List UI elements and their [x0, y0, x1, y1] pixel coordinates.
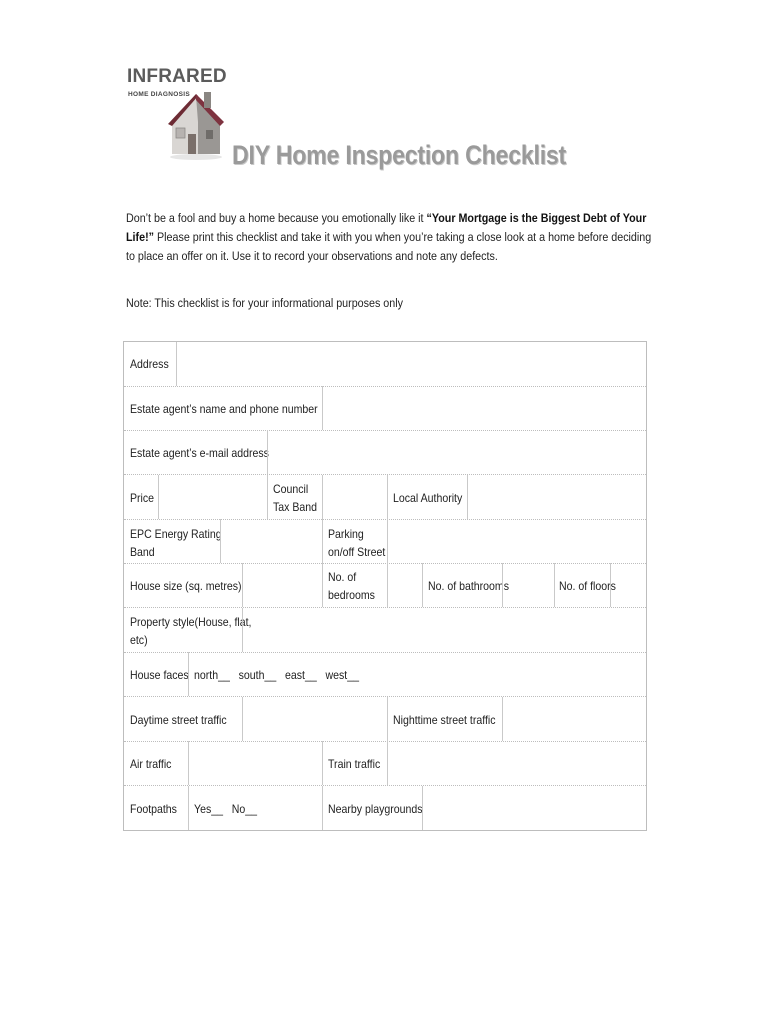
local-authority-label: Local Authority — [393, 491, 463, 505]
agent-name-label: Estate agent’s name and phone number — [130, 402, 318, 416]
divider — [387, 475, 388, 519]
form-row-agent-email — [124, 430, 646, 475]
divider — [220, 519, 221, 563]
divider — [322, 563, 323, 607]
intro-text-end: Please print this checklist and take it with you when you’re taking a close look at a home before deciding to place an offer on it. Use it to record your observations and note any defects. — [126, 230, 652, 263]
divider — [158, 475, 159, 519]
divider — [188, 741, 189, 785]
divider — [322, 386, 323, 430]
intro-highlight: “Your Mortgage is the Biggest Debt of Your Life!” — [126, 211, 647, 244]
divider — [467, 475, 468, 519]
bedrooms-label-line2: bedrooms — [328, 588, 375, 602]
footpaths-options: Yes__ No__ — [194, 802, 258, 816]
bathrooms-label: No. of bathrooms — [428, 579, 510, 593]
epc-label-line2: Band — [130, 545, 155, 559]
daytime-traffic-label: Daytime street traffic — [130, 713, 227, 727]
form-row-air-train-traffic — [124, 741, 646, 786]
nighttime-traffic-label: Nighttime street traffic — [393, 713, 496, 727]
logo-subtitle: HOME DIAGNOSIS — [128, 91, 190, 98]
divider — [188, 786, 189, 830]
form-row-house-size — [124, 563, 646, 608]
divider — [242, 697, 243, 741]
council-tax-label-line1: Council — [273, 482, 309, 496]
bedrooms-label-line1: No. of — [328, 570, 357, 584]
floors-label: No. of floors — [559, 579, 616, 593]
divider — [387, 563, 388, 607]
council-tax-label-line2: Tax Band — [273, 500, 318, 514]
house-size-label: House size (sq. metres) — [130, 579, 242, 593]
form-row-epc — [124, 519, 646, 564]
form-row-property-style — [124, 608, 646, 653]
divider — [242, 608, 243, 652]
divider — [188, 652, 189, 696]
epc-label-line1: EPC Energy Rating — [130, 527, 222, 541]
price-label: Price — [130, 491, 155, 505]
agent-email-label: Estate agent’s e-mail address — [130, 446, 269, 460]
train-traffic-label: Train traffic — [328, 757, 381, 771]
divider — [176, 342, 177, 386]
form-row-street-traffic — [124, 697, 646, 742]
house-faces-options: north__ south__ east__ west__ — [194, 668, 359, 682]
house-faces-label: House faces — [130, 668, 189, 682]
divider — [610, 563, 611, 607]
divider — [322, 475, 323, 519]
form-row-address — [124, 342, 646, 387]
nearby-playgrounds-label: Nearby playgrounds — [328, 802, 423, 816]
checklist-form — [123, 341, 647, 831]
divider — [502, 697, 503, 741]
house-icon — [168, 90, 224, 162]
intro-text-start: Don’t be a fool and buy a home because you emotionally like it — [126, 211, 427, 225]
air-traffic-label: Air traffic — [130, 757, 172, 771]
divider — [242, 563, 243, 607]
divider — [387, 741, 388, 785]
footpaths-label: Footpaths — [130, 802, 177, 816]
divider — [422, 563, 423, 607]
form-row-price — [124, 475, 646, 520]
divider — [387, 697, 388, 741]
divider — [502, 563, 503, 607]
page-title: DIY Home Inspection Checklist — [232, 140, 567, 170]
property-style-label-line1: Property style(House, flat, — [130, 615, 252, 629]
divider — [322, 786, 323, 830]
address-label: Address — [130, 357, 169, 371]
disclaimer-note: Note: This checklist is for your informational purposes only — [126, 296, 403, 310]
form-row-house-faces — [124, 652, 646, 697]
divider — [387, 519, 388, 563]
parking-label-line2: on/off Street — [328, 545, 386, 559]
divider — [267, 475, 268, 519]
divider — [322, 519, 323, 563]
divider — [554, 563, 555, 607]
property-style-label-line2: etc) — [130, 633, 148, 647]
divider — [267, 430, 268, 474]
intro-paragraph — [126, 209, 654, 266]
form-row-agent-name — [124, 386, 646, 431]
parking-label-line1: Parking — [328, 527, 364, 541]
divider — [422, 786, 423, 830]
form-row-footpaths — [124, 786, 646, 830]
logo-brand: INFRARED — [127, 66, 227, 87]
divider — [322, 741, 323, 785]
